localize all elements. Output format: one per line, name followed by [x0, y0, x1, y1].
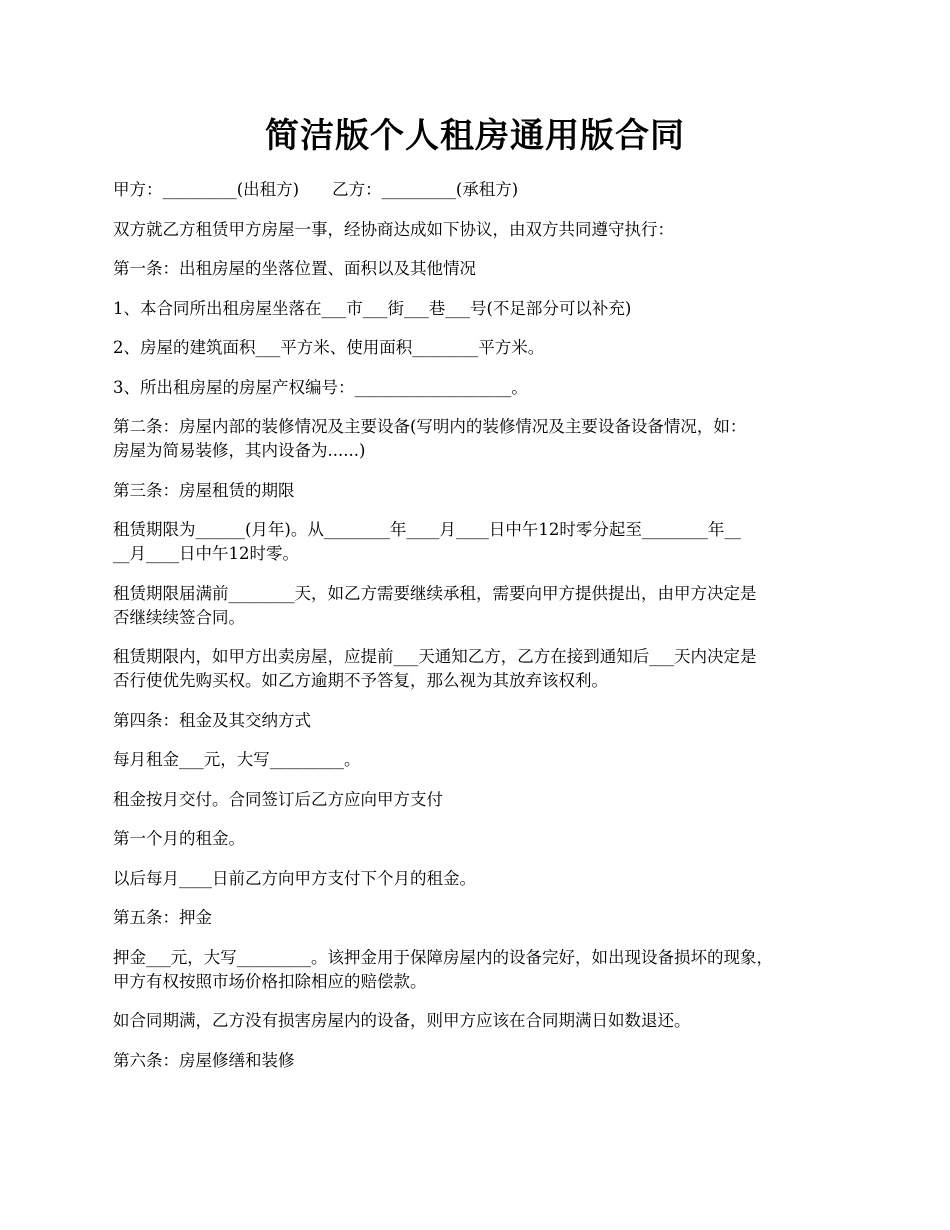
article-6-heading: 第六条：房屋修缮和装修	[113, 1050, 295, 1070]
article-1-item-3: 3、所出租房屋的房屋产权编号：___________________。	[113, 377, 528, 397]
document-title: 简洁版个人租房通用版合同	[265, 116, 685, 156]
article-4-heading: 第四条：租金及其交纳方式	[113, 710, 311, 730]
article-1-item-2: 2、房屋的建筑面积___平方米、使用面积________平方米。	[113, 338, 545, 357]
deposit-return-paragraph: 如合同期满，乙方没有损害房屋内的设备，则甲方应该在合同期满日如数退还。	[113, 1011, 691, 1030]
article-3-heading: 第三条：房屋租赁的期限	[113, 480, 295, 500]
renewal-paragraph: 租赁期限届满前________天，如乙方需要继续承租，需要向甲方提供提出，由甲方决定是 否继续续签合同。	[113, 583, 757, 627]
article-1-item-1: 1、本合同所出租房屋坐落在___市___街___巷___号(不足部分可以补充)	[113, 298, 632, 318]
preamble-paragraph: 双方就乙方租赁甲方房屋一事，经协商达成如下协议，由双方共同遵守执行：	[113, 219, 674, 239]
lease-term-paragraph: 租赁期限为______(月年)。从________年____月____日中午12时零分起至________年__ __月____日中午12时零。	[113, 520, 741, 563]
first-month-paragraph: 第一个月的租金。	[113, 829, 245, 848]
contract-body	[113, 178, 843, 1088]
preemption-paragraph: 租赁期限内，如甲方出卖房屋，应提前___天通知乙方，乙方在接到通知后___天内决定是 否行使优先购买权。如乙方逾期不予答复，那么视为其放弃该权利。	[113, 647, 757, 690]
monthly-rent-paragraph: 每月租金___元，大写_________。	[113, 750, 361, 769]
rent-payment-paragraph: 租金按月交付。合同签订后乙方应向甲方支付	[113, 789, 443, 809]
parties-line: 甲方：_________(出租方) 乙方：_________(承租方)	[113, 180, 519, 199]
article-1-heading: 第一条：出租房屋的坐落位置、面积以及其他情况	[113, 259, 476, 278]
article-2-paragraph: 第二条：房屋内部的装修情况及主要设备(写明内的装修情况及主要设备设备情况，如： 房屋为简易装修，其内设备为......)	[113, 417, 747, 460]
subsequent-rent-paragraph: 以后每月____日前乙方向甲方支付下个月的租金。	[113, 868, 476, 888]
article-5-heading: 第五条：押金	[113, 908, 212, 927]
deposit-paragraph: 押金___元，大写_________。该押金用于保障房屋内的设备完好，如出现设备损坏的现象， 甲方有权按照市场价格扣除相应的赔偿款。	[113, 947, 773, 991]
